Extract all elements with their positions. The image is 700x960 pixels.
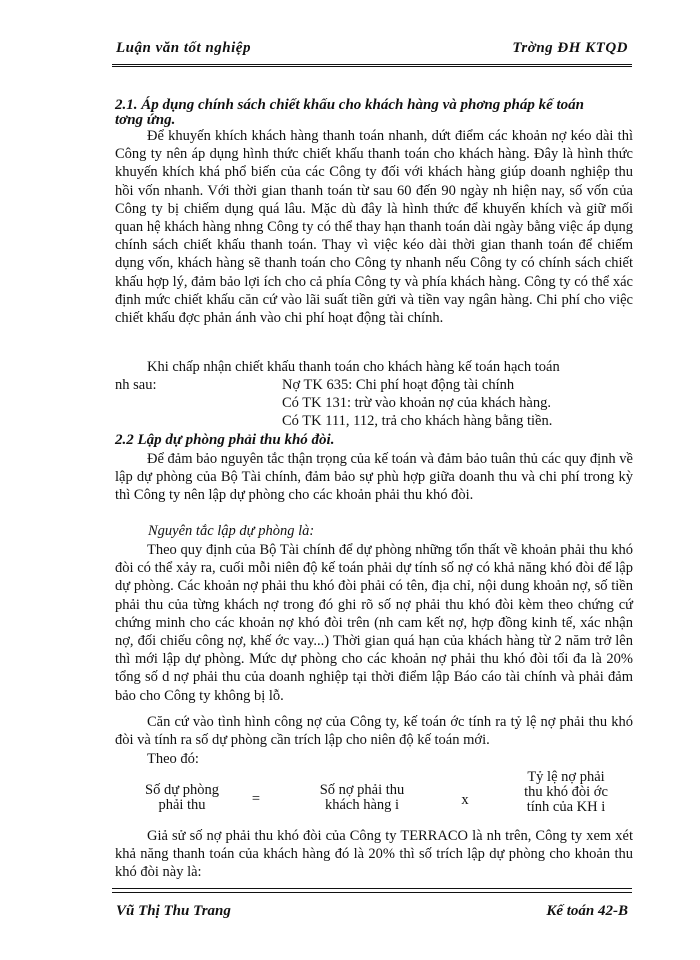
- formula-lhs: [122, 783, 242, 813]
- principle-label: Nguyên tắc lập dự phòng là:: [148, 523, 315, 539]
- formula-lhs-line-1: Số dự phòng: [145, 782, 219, 798]
- formula-term-2-line-2: thu khó đòi ớc: [524, 784, 608, 800]
- formula-lhs-line-2: phải thu: [158, 797, 206, 813]
- formula-term-1-line-1: Số nợ phải thu: [319, 782, 405, 798]
- theo-do-label: Theo đó:: [147, 751, 199, 767]
- formula-times: x: [461, 792, 469, 808]
- formula-term-2-line-1: Tỷ lệ nợ phải: [527, 769, 605, 785]
- header-right: Trờng ĐH KTQD: [512, 40, 628, 56]
- formula-term-2: [496, 770, 636, 815]
- footer-rule-top: [112, 888, 632, 889]
- section-2-paragraph-3: Căn cứ vào tình hình công nợ của Công ty, kế toán ớc tính ra tỷ lệ nợ phải thu khó đòi và tính ra số dự phòng cần trích lập cho niên độ kế toán mới.: [115, 714, 633, 749]
- section-1-paragraph-2-lead: nh sau:: [115, 377, 157, 393]
- entry-debit-635: Nợ TK 635: Chi phí hoạt động tài chính: [282, 377, 515, 393]
- section-2-paragraph-4: Giả sử số nợ phải thu khó đòi của Công ty TERRACO là nh trên, Công ty xem xét khả năng thanh toán của khách hàng đó là 20% thì số trích lập dự phòng cho khoản thu khó đòi này là:: [115, 828, 633, 881]
- header-rule: [112, 64, 632, 67]
- formula-term-2-line-3: tính của KH i: [526, 799, 606, 815]
- section-1-paragraph-1: Để khuyến khích khách hàng thanh toán nhanh, dứt điểm các khoản nợ kéo dài thì Công ty nên áp dụng hình thức chiết khấu thanh toán cho khách hàng. Đây là hình thức khuyến khích khá phổ biến của các Công ty đối với khách hàng giúp doanh nghiệp thu hồi vốn nhanh. Với thời gian thanh toán từ sau 60 đến 90 ngày nh hiện nay, số vốn của Công ty bị chiếm dụng quá lâu. Mặc dù đây là hình thức để khuyến khích và giữ mối quan hệ khách hàng nhng Công ty có thể thay hạn thanh toán dài ngày bằng việc áp dụng chính sách chiết khấu thanh toán. Thay vì việc kéo dài thời gian thanh toán để chiếm dụng vốn, khách hàng sẽ thanh toán cho Công ty nhanh nếu Công ty có chính sách chiết khấu hợp lý, đảm bảo lợi ích cho cả phía Công ty và phía khách hàng. Công ty có thể xác định mức chiết khấu căn cứ vào lãi suất tiền gửi và tiền vay ngân hàng. Chi phí cho việc chiết khấu đợc phản ánh vào chi phí hoạt động tài chính.: [115, 128, 633, 327]
- entry-credit-131: Có TK 131: trừ vào khoản nợ của khách hàng.: [282, 395, 551, 411]
- section-1-paragraph-2: Khi chấp nhận chiết khấu thanh toán cho khách hàng kế toán hạch toán: [147, 359, 560, 375]
- section-2-title: 2.2 Lập dự phòng phải thu khó đòi.: [115, 432, 335, 448]
- footer-right: Kế toán 42-B: [546, 903, 628, 919]
- formula-term-1-line-2: khách hàng i: [324, 797, 400, 813]
- header-left: Luận văn tốt nghiệp: [116, 40, 251, 56]
- formula-equals: =: [251, 791, 261, 807]
- footer-left: Vũ Thị Thu Trang: [116, 903, 231, 919]
- section-1-title: 2.1. Áp dụng chính sách chiết khấu cho khách hàng và phơng pháp kế toán tơng ứng.: [115, 97, 584, 128]
- entry-credit-111-112: Có TK 111, 112, trả cho khách hàng bằng tiền.: [282, 413, 553, 429]
- formula-term-1: [292, 783, 432, 813]
- section-2-paragraph-1: Để đảm bảo nguyên tắc thận trọng của kế toán và đảm bảo tuân thủ các quy định về lập dự phòng của Bộ Tài chính, đảm bảo sự phù hợp giữa doanh thu và chi phí trong kỳ thì Công ty nên lập dự phòng cho các khoản phải thu khó đòi.: [115, 451, 633, 504]
- section-2-paragraph-2: Theo quy định của Bộ Tài chính để dự phòng những tổn thất về khoản phải thu khó đòi có thể xảy ra, cuối mỗi niên độ kế toán phải dự tính số nợ có khả năng khó đòi để lập dự phòng. Các khoản nợ phải thu khó đòi phải có tên, địa chỉ, nội dung khoản nợ, số tiền phải thu của từng khách nợ trong đó ghi rõ số nợ phải thu khó đòi kèm theo chứng cứ chứng minh cho các khoản nợ khó đòi trên (nh cam kết nợ, hợp đồng kinh tế, xác nhận nợ, đối chiếu công nợ, khế ớc vay...) Thời gian quá hạn của khách hàng từ 2 năm trở lên thì mới lập dự phòng. Mức dự phòng cho các khoản nợ phải thu khó đòi tối đa là 20% tổng số d nợ phải thu của doanh nghiệp tại thời điểm lập Báo cáo tài chính và phải đảm bảo cho Công ty không bị lỗ.: [115, 542, 633, 704]
- footer-rule-bottom: [112, 892, 632, 893]
